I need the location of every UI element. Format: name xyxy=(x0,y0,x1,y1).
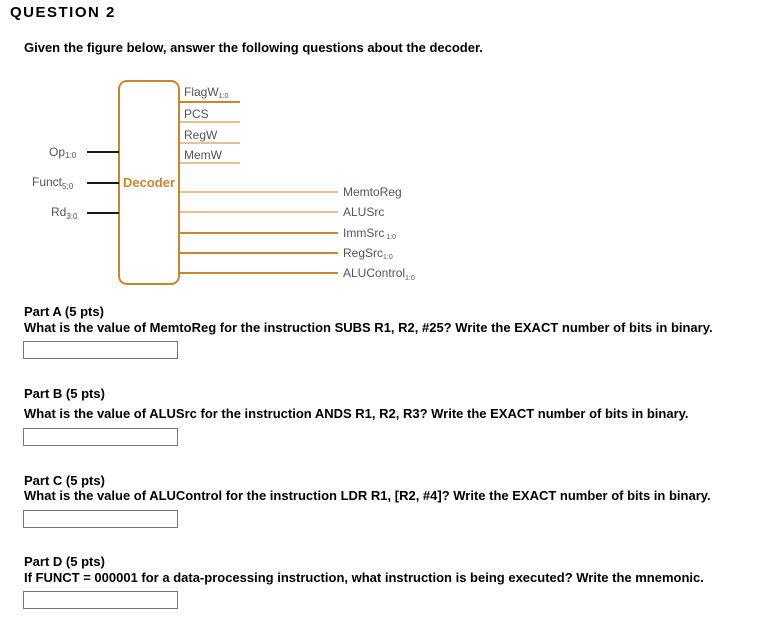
regw-label: RegW xyxy=(184,128,218,142)
part-a-title: Part A (5 pts) xyxy=(24,304,104,319)
decoder-diagram xyxy=(0,0,782,300)
alusrc-label: ALUSrc xyxy=(343,205,385,219)
op-input-label: Op1:0 xyxy=(49,145,77,160)
part-c-title: Part C (5 pts) xyxy=(24,473,105,488)
part-a-answer-input[interactable] xyxy=(23,341,178,359)
immsrc-label: ImmSrc 1:0 xyxy=(343,226,397,241)
alucontrol-label: ALUControl$_{1:0}$ xyxy=(343,266,415,282)
question-heading: QUESTION 2 xyxy=(10,4,116,21)
part-c-answer-input[interactable] xyxy=(23,510,178,528)
flagw-label: FlagW1:0 xyxy=(184,85,229,100)
funct-input-label: Funct$_{5:0}$ xyxy=(32,175,74,191)
memw-label: MemW xyxy=(184,148,222,162)
part-b-question: What is the value of ALUSrc for the instruction ANDS R1, R2, R3? Write the EXACT number of bits in binary. xyxy=(24,406,689,421)
decoder-label: Decoder xyxy=(123,175,176,190)
part-d-answer-input[interactable] xyxy=(23,591,178,609)
part-d-title: Part D (5 pts) xyxy=(24,554,105,569)
part-b-title: Part B (5 pts) xyxy=(24,386,105,401)
rd-input-label: $Rd_{3:0}$ xyxy=(51,205,78,221)
memtoreg-label: MemtoReg xyxy=(343,185,402,199)
regsrc-label: RegSrc1:0 xyxy=(343,246,393,261)
part-c-question: What is the value of ALUControl for the instruction LDR R1, [R2, #4]? Write the EXACT number of bits in binary. xyxy=(24,488,711,503)
part-a-question: What is the value of MemtoReg for the instruction SUBS R1, R2, #25? Write the EXACT number of bits in binary. xyxy=(24,320,713,335)
part-d-question: If FUNCT = 000001 for a data-processing instruction, what instruction is being executed? Write the mnemonic. xyxy=(24,570,704,585)
pcs-label: PCS xyxy=(184,107,209,121)
instruction-text: Given the figure below, answer the following questions about the decoder. xyxy=(24,40,483,55)
part-b-answer-input[interactable] xyxy=(23,428,178,446)
